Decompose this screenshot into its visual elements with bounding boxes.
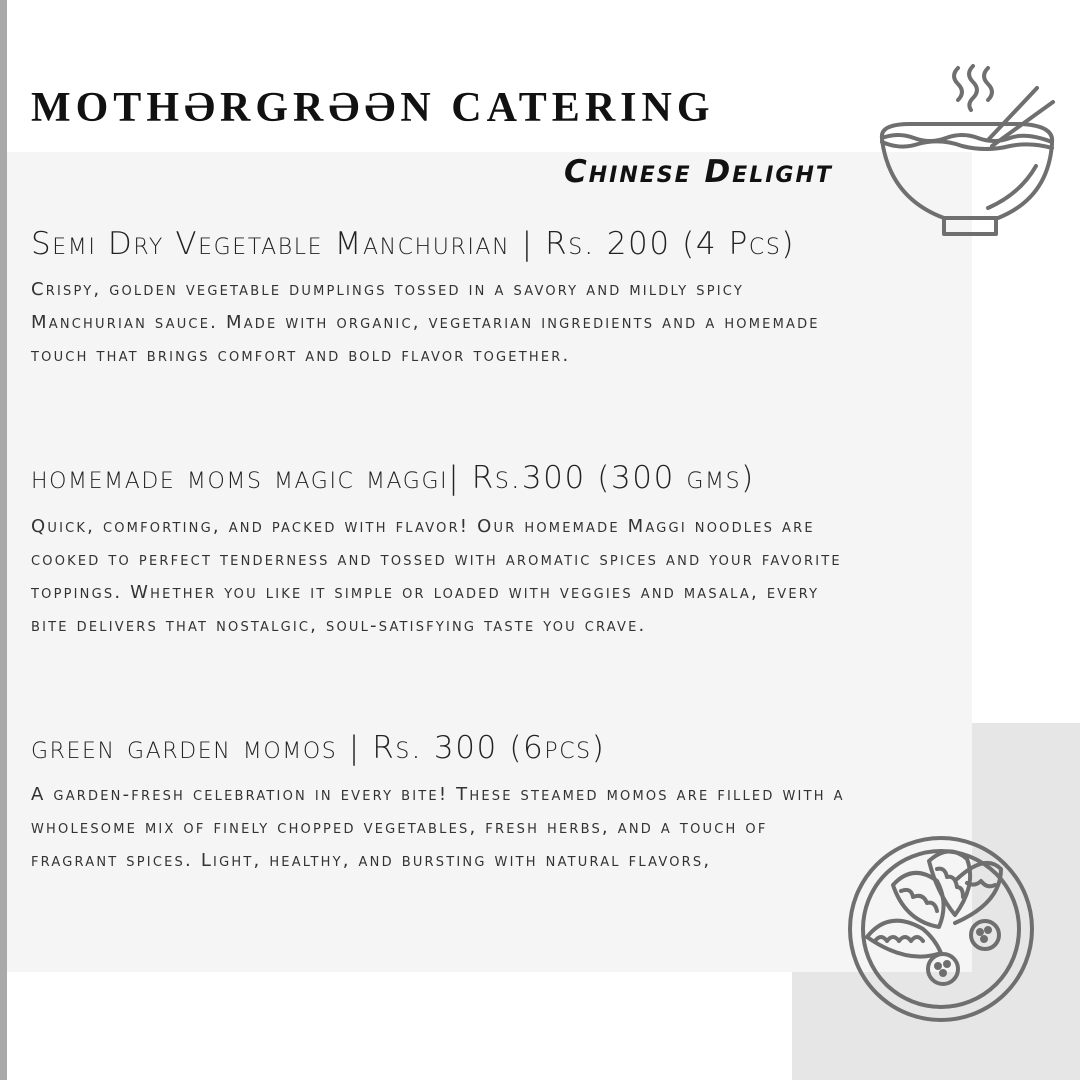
dumpling-plate-icon: [845, 833, 1037, 1025]
brand-title: MOTHƏRGRƏƏN CATERING: [31, 85, 715, 131]
menu-item-description-maggi: Quick, comforting, and packed with flavor! Our homemade Maggi noodles are cooked to perfect tenderness and tossed with aromatic spices and your favorite toppings. Whether you like it simple or loaded with veggies and masala, every bite delivers that nostalgic, soul-satisfying taste you crave.: [31, 516, 842, 636]
noodle-bowl-icon: [870, 62, 1070, 242]
menu-item-description-momos: A garden-fresh celebration in every bite! These steamed momos are filled with a wholesome mix of finely chopped vegetables, fresh herbs, and a touch of fragrant spices. Light, healthy, and bursting with natural flavors,: [31, 784, 845, 871]
menu-item-name-maggi: homemade moms magic maggi| Rs.300 (300 gms): [31, 460, 755, 496]
menu-item-name-manchurian: Semi Dry Vegetable Manchurian | Rs. 200 (4 Pcs): [31, 226, 796, 262]
left-accent-bar: [0, 0, 7, 1080]
menu-item-name-momos: green garden momos | Rs. 300 (6pcs): [31, 730, 606, 766]
section-title: Chinese Delight: [564, 154, 833, 190]
menu-item-description-manchurian: Crispy, golden vegetable dumplings tossed in a savory and mildly spicy Manchurian sauce. Made with organic, vegetarian ingredients and a homemade touch that brings comfort and bold flavor together.: [31, 279, 820, 366]
